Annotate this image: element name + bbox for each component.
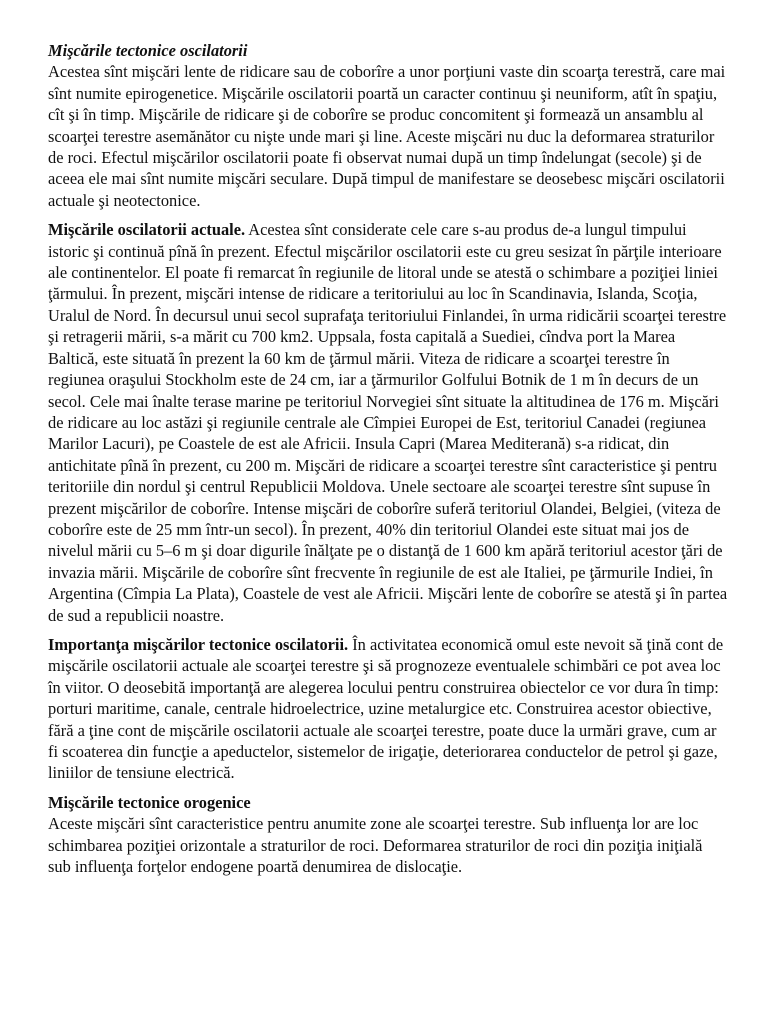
section-importance [48, 634, 728, 784]
section-current-movements [48, 219, 728, 626]
section-body: În activitatea economică omul este nevoit să ţină cont de mişcările oscilatorii actuale ale scoarţei terestre şi să prognozeze eventualele schimbări ce pot avea loc în viitor. O deosebită importanţă are alegerea locului pentru construirea obiectelor ce vor dura în timp: porturi maritime, canale, centrale hidroelectrice, uzine metalurgice etc. Construirea acestor obiective, fără a ţine cont de mişcările oscilatorii actuale ale scoarţei terestre, poate duce la urmări grave, cum ar fi scoaterea din funcţie a apeductelor, sistemelor de irigaţie, deteriorarea conductelor de petrol şi gaze, liniilor de tensiune electrică. [48, 634, 724, 783]
section-heading: Mişcările oscilatorii actuale. [48, 220, 246, 240]
section-heading: Mişcările tectonice oscilatorii [48, 41, 248, 60]
section-heading: Importanţa mişcărilor tectonice oscilatorii. [48, 634, 349, 654]
section-paragraph [48, 219, 728, 626]
section-oscillatory-movements [48, 40, 728, 211]
section-body: Acestea sînt mişcări lente de ridicare sau de coborîre a unor porţiuni vaste din scoarţa terestră, care mai sînt numite epirogenetice. Mişcările oscilatorii poartă un caracter continuu şi neuniform, atît în spaţiu, cît şi în timp. Mişcările de ridicare şi de coborîre se produc concomitent şi formează un ansamblu al scoarţei terestre asemănător cu nişte unde mari şi line. Aceste mişcări nu duc la deformarea straturilor de roci. Efectul mişcărilor oscilatorii poate fi observat numai după un timp îndelungat (secole) şi de aceea ele mai sînt numite mişcări seculare. După timpul de manifestare se deosebesc mişcări oscilatorii actuale şi neotectonice. [48, 62, 726, 210]
section-heading: Mişcările tectonice orogenice [48, 792, 251, 812]
section-paragraph [48, 634, 728, 784]
section-orogenic-movements [48, 792, 728, 878]
section-body: Acestea sînt considerate cele care s-au produs de-a lungul timpului istoric şi continuă pînă în prezent. Efectul mişcărilor oscilatorii este cu greu sesizat în părţile interioare ale continentelor. El poate fi remarcat în regiunile de litoral unde se atestă o schimbare a poziţiei liniei ţărmului. În prezent, mişcări intense de ridicare a teritoriului au loc în Scandinavia, Islanda, Scoţia, Uralul de Nord. În decursul unui secol suprafaţa teritoriului Finlandei, în urma ridicării scoarţei terestre şi retragerii mării, s-a mărit cu 700 km2. Uppsala, fosta capitală a Suediei, cîndva port la Marea Baltică, este situată în prezent la 60 km de ţărmul mării. Viteza de ridicare a scoarţei terestre în regiunea oraşului Stockholm este de 24 cm, iar a ţărmurilor Golfului Botnik de 1 m în decurs de un secol. Cele mai înalte terase marine pe teritoriul Norvegiei sînt situate la altitudinea de 176 m. Mişcări de ridicare au loc astăzi şi regiunile centrale ale Cîmpiei Europei de Est, teritoriul Canadei (regiunea Marilor Lacuri), pe Coastele de est ale Africii. Insula Capri (Marea Mediterană) s-a ridicat, din antichitate pînă în prezent, cu 200 m. Mişcări de ridicare a scoarţei terestre sînt caracteristice şi pentru teritoriile din nordul şi centrul Republicii Moldova. Unele sectoare ale scoarţei terestre sînt supuse în prezent mişcărilor de coborîre. Intense mişcări de coborîre suferă teritoriul Olandei, Belgiei, (viteza de coborîre este de 25 mm într-un secol). În prezent, 40% din teritoriul Olandei este situat mai jos de nivelul mării cu 5–6 m şi doar digurile înălţate pe o distanţă de 1 600 km apără teritoriul acestor ţări de invazia mării. Mişcările de coborîre sînt frecvente în regiunile de est ale Italiei, pe ţărmurile Indiei, în Argentina (Cîmpia La Plata), Coastele de vest ale Africii. Mişcări lente de coborîre se atestă şi în partea de sud a republicii noastre. [48, 220, 728, 625]
section-body: Aceste mişcări sînt caracteristice pentru anumite zone ale scoarţei terestre. Sub influenţa lor are loc schimbarea poziţiei orizontale a straturilor de roci. Deformarea straturilor de roci din poziţia iniţială sub influenţa forţelor endogene poartă denumirea de dislocaţie. [48, 814, 703, 877]
